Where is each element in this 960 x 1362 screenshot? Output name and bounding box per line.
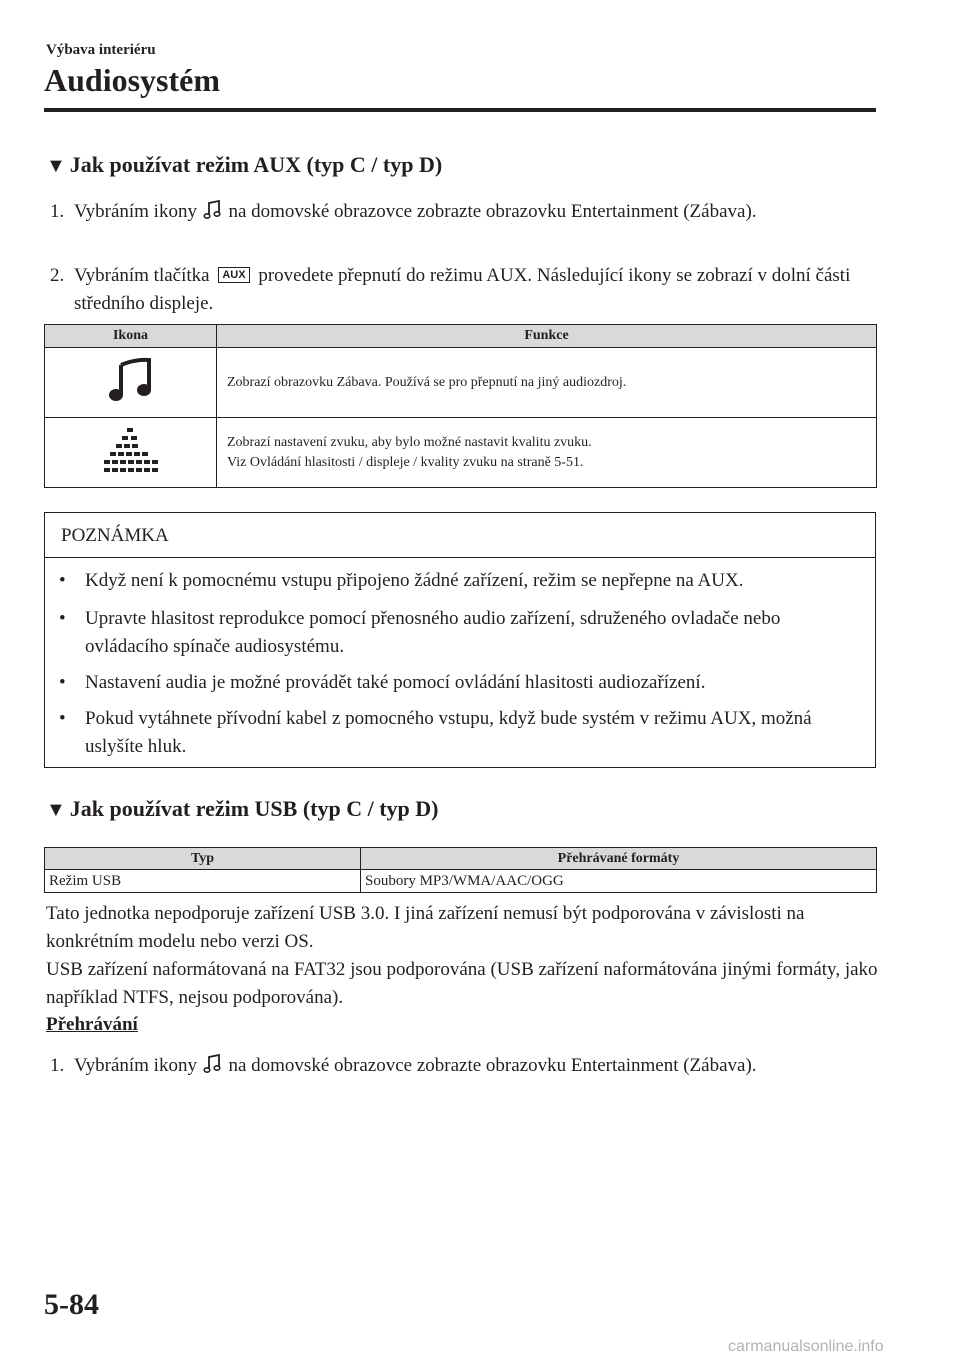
step-text <box>50 262 880 318</box>
column-header-icon: Ikona <box>45 325 217 348</box>
music-note-icon <box>202 1052 224 1076</box>
step-text-after: na domovské obrazovce zobrazte obrazovku Entertainment (Zábava). <box>228 1055 757 1076</box>
page-number: 5-84 <box>44 1288 99 1321</box>
bullet-dot-icon: • <box>59 570 66 591</box>
note-title: POZNÁMKA <box>61 525 169 546</box>
step-number: 2. <box>50 265 65 286</box>
note-box <box>44 512 876 768</box>
step-text-after: provedete přepnutí do režimu AUX. Následující ikony se zobrazí v dolní části středního displeje. <box>74 265 851 314</box>
step-text-after: na domovské obrazovce zobrazte obrazovku Entertainment (Zábava). <box>228 201 757 222</box>
equalizer-icon <box>102 426 160 474</box>
function-description <box>217 348 877 418</box>
playback-subheading: Přehrávání <box>46 1014 138 1035</box>
usb-section-heading <box>46 796 439 822</box>
music-note-icon <box>107 357 155 403</box>
aux-step-2 <box>50 262 880 318</box>
bullet-text: Pokud vytáhnete přívodní kabel z pomocného vstupu, když bude systém v režimu AUX, možná uslyšíte hluk. <box>85 708 812 757</box>
aux-button-icon: AUX <box>218 267 249 283</box>
description-line: Viz Ovládání hlasitosti / displeje / kvality zvuku na straně 5-51. <box>227 454 584 470</box>
bullet-dot-icon: • <box>59 708 66 729</box>
bullet-dot-icon: • <box>59 672 66 693</box>
bullet-text: Když není k pomocnému vstupu připojeno žádné zařízení, režim se nepřepne na AUX. <box>85 570 744 591</box>
note-bullet <box>59 705 865 761</box>
usb-format-table <box>44 847 877 893</box>
aux-section-heading <box>46 152 442 178</box>
table-row <box>45 348 877 418</box>
step-number: 1. <box>50 1055 65 1076</box>
step-text <box>50 1052 880 1080</box>
bullet-text: Upravte hlasitost reprodukce pomocí přenosného audio zařízení, sdruženého ovladače nebo ovládacího spínače audiosystému. <box>85 608 781 657</box>
paragraph: Tato jednotka nepodporuje zařízení USB 3.0. I jiná zařízení nemusí být podporována v závislosti na konkrétním modelu nebo verzi OS. <box>46 903 805 952</box>
note-bullet <box>59 567 865 595</box>
table-cell: Režim USB <box>45 870 361 893</box>
icon-function-table <box>44 324 877 488</box>
music-note-icon <box>202 198 224 222</box>
watermark: carmanualsonline.info <box>728 1338 884 1355</box>
note-bullet <box>59 669 865 697</box>
triangle-down-icon: ▼ <box>46 799 66 821</box>
function-description <box>217 418 877 488</box>
triangle-down-icon: ▼ <box>46 155 66 177</box>
usb-step-1 <box>50 1052 880 1080</box>
table-row <box>45 870 877 893</box>
page-title: Audiosystém <box>44 62 221 98</box>
step-text-before: Vybráním ikony <box>74 201 197 222</box>
step-number: 1. <box>50 201 65 222</box>
table-row <box>45 418 877 488</box>
title-rule <box>44 108 876 112</box>
step-text-before: Vybráním tlačítka <box>74 265 210 286</box>
description-line: Zobrazí nastavení zvuku, aby bylo možné nastavit kvalitu zvuku. <box>227 434 592 450</box>
aux-step-1 <box>50 198 880 226</box>
icon-cell <box>45 348 217 418</box>
table-header-row <box>45 325 877 348</box>
step-text <box>50 198 880 226</box>
bullet-text: Nastavení audia je možné provádět také pomocí ovládání hlasitosti audiozařízení. <box>85 672 706 693</box>
note-bullet <box>59 605 865 661</box>
description-line: Zobrazí obrazovku Zábava. Používá se pro přepnutí na jiný audiozdroj. <box>227 374 627 390</box>
aux-heading-text: Jak používat režim AUX (typ C / typ D) <box>69 152 443 177</box>
column-header-function: Funkce <box>217 325 877 348</box>
note-divider <box>45 557 875 558</box>
chapter-label: Výbava interiéru <box>46 42 156 58</box>
step-text-before: Vybráním ikony <box>74 1055 197 1076</box>
table-cell: Soubory MP3/WMA/AAC/OGG <box>361 870 877 893</box>
column-header-type: Typ <box>45 848 361 870</box>
paragraph: USB zařízení naformátovaná na FAT32 jsou podporována (USB zařízení naformátována jinými formáty, jako například NTFS, nejsou podporována). <box>46 959 878 1008</box>
table-header-row <box>45 848 877 870</box>
column-header-formats: Přehrávané formáty <box>361 848 877 870</box>
usb-heading-text: Jak používat režim USB (typ C / typ D) <box>69 796 439 821</box>
bullet-dot-icon: • <box>59 608 66 629</box>
icon-cell <box>45 418 217 488</box>
